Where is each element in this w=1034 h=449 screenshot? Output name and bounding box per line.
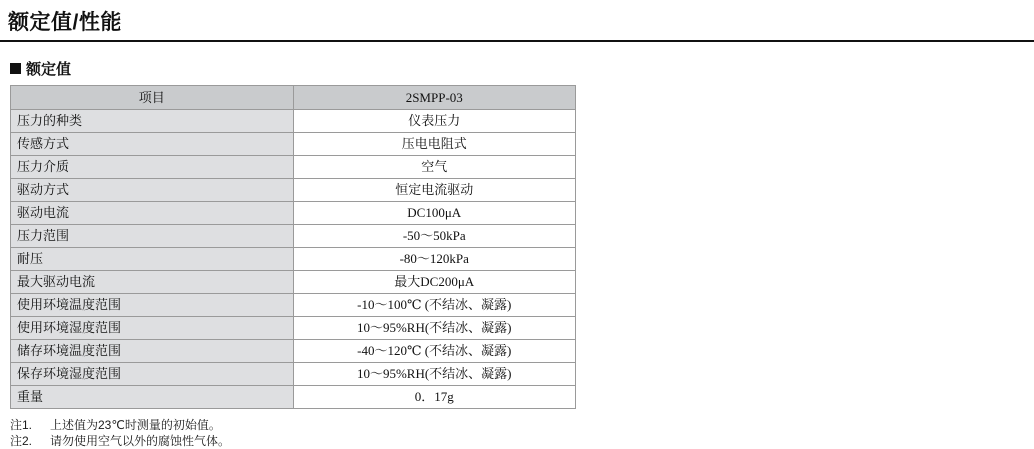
table-row — [11, 179, 576, 202]
row-label: 最大驱动电流 — [11, 271, 294, 294]
row-value: 10～95%RH(不结冰、凝露) — [293, 317, 576, 340]
column-header-item: 项目 — [11, 86, 294, 110]
row-value: -50～50kPa — [293, 225, 576, 248]
row-value: 压电电阻式 — [293, 133, 576, 156]
table-row — [11, 294, 576, 317]
row-value: 仪表压力 — [293, 110, 576, 133]
row-value: -80～120kPa — [293, 248, 576, 271]
note-item — [10, 417, 1034, 433]
row-label: 耐压 — [11, 248, 294, 271]
note-label: 注1. — [10, 418, 33, 432]
table-row — [11, 271, 576, 294]
title-divider — [0, 40, 1034, 42]
note-item — [10, 433, 1034, 449]
row-label: 储存环境温度范围 — [11, 340, 294, 363]
table-body — [11, 110, 576, 409]
table-header-row — [11, 86, 576, 110]
table-row — [11, 202, 576, 225]
note-text: 请勿使用空气以外的腐蚀性气体。 — [50, 434, 231, 448]
row-label: 压力介质 — [11, 156, 294, 179]
section-heading — [10, 58, 1034, 79]
row-label: 使用环境湿度范围 — [11, 317, 294, 340]
row-value: 空气 — [293, 156, 576, 179]
row-value: DC100μA — [293, 202, 576, 225]
row-label: 重量 — [11, 386, 294, 409]
note-label: 注2. — [10, 434, 33, 448]
row-label: 保存环境湿度范围 — [11, 363, 294, 386]
notes-block — [10, 417, 1034, 449]
row-value: -10～100℃ (不结冰、凝露) — [293, 294, 576, 317]
row-label: 压力的种类 — [11, 110, 294, 133]
row-label: 驱动电流 — [11, 202, 294, 225]
note-text: 上述值为23℃时测量的初始值。 — [50, 418, 221, 432]
row-value: 恒定电流驱动 — [293, 179, 576, 202]
table-row — [11, 156, 576, 179]
table-row — [11, 110, 576, 133]
section-heading-label: 额定值 — [26, 61, 72, 78]
table-row — [11, 317, 576, 340]
table-row — [11, 386, 576, 409]
square-bullet-icon — [10, 63, 21, 74]
row-label: 传感方式 — [11, 133, 294, 156]
page-title: 额定值/性能 — [8, 11, 122, 34]
specification-table — [10, 85, 576, 409]
row-label: 压力范围 — [11, 225, 294, 248]
row-label: 驱动方式 — [11, 179, 294, 202]
table-row — [11, 340, 576, 363]
row-value: 最大DC200μA — [293, 271, 576, 294]
table-header — [11, 86, 576, 110]
row-value: 0．17g — [293, 386, 576, 409]
table-row — [11, 225, 576, 248]
row-value: -40～120℃ (不结冰、凝露) — [293, 340, 576, 363]
table-row — [11, 133, 576, 156]
column-header-model: 2SMPP-03 — [293, 86, 576, 110]
row-label: 使用环境温度范围 — [11, 294, 294, 317]
table-row — [11, 248, 576, 271]
row-value: 10～95%RH(不结冰、凝露) — [293, 363, 576, 386]
table-row — [11, 363, 576, 386]
